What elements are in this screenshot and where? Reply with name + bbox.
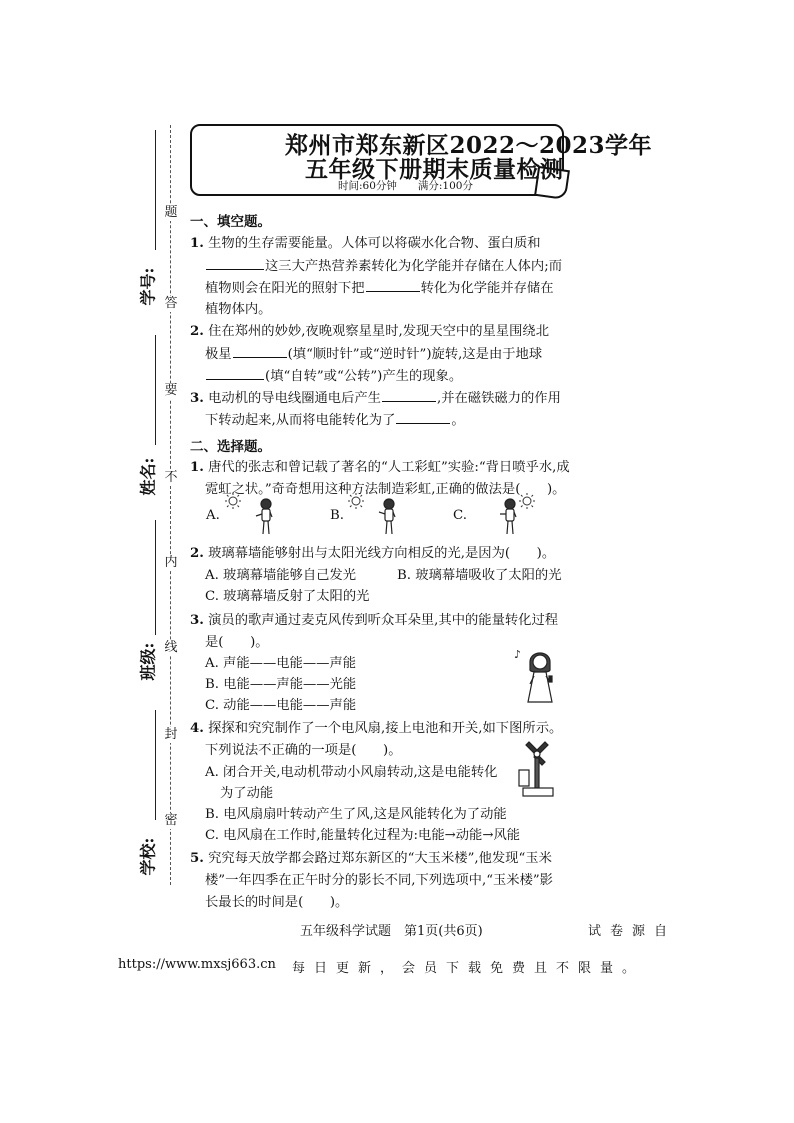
banji-label: 班级:: [138, 642, 158, 681]
svg-text:♪: ♪: [514, 648, 522, 661]
q2-4-option-c: C. 电风扇在工作时,能量转化过程为:电能→动能→风能: [205, 828, 521, 843]
q1-1-line4: 植物体内。: [205, 302, 272, 317]
q1-2-line2: 极星 (填“顺时针”或“逆时针”)旋转,这是由于地球: [205, 347, 543, 362]
seal-char: 不: [164, 470, 178, 485]
q2-1-option-c: C.: [453, 508, 467, 523]
source-url-link[interactable]: https://www.mxsj663.cn: [118, 957, 276, 972]
q2-3-option-c: C. 动能——电能——声能: [205, 698, 357, 713]
q2-1-line1: 1. 唐代的张志和曾记载了著名的“人工彩虹”实验:“背日喷乎水,成: [190, 460, 570, 475]
q2-3-option-b: B. 电能——声能——光能: [205, 677, 357, 692]
q2-2-option-b: B. 玻璃幕墙吸收了太阳的光: [397, 568, 562, 583]
seal-char: 内: [164, 555, 178, 570]
singer-illustration: [512, 640, 564, 706]
electric-fan-illustration: [515, 740, 560, 805]
xingming-label: 姓名:: [138, 457, 158, 496]
seal-char: 密: [164, 813, 178, 828]
sun-and-child-illustration-c: [470, 490, 540, 540]
answer-blank: [382, 389, 436, 402]
q2-3-option-a: A. 声能——电能——声能: [205, 656, 357, 671]
q2-4-line2: 下列说法不正确的一项是( )。: [205, 743, 402, 758]
q2-1-option-b: B.: [330, 508, 344, 523]
q1-1-line1: 1. 生物的生存需要能量。人体可以将碳水化合物、蛋白质和: [190, 236, 541, 251]
answer-blank: [206, 367, 264, 380]
seal-char: 线: [164, 640, 178, 655]
answer-blank: [366, 279, 420, 292]
seal-char: 答: [164, 296, 178, 311]
q2-3-line2: 是( )。: [205, 635, 269, 650]
xingming-line: [155, 335, 156, 445]
exam-info: 时间:60分钟 满分:100分: [338, 180, 473, 192]
q1-2-line3: (填“自转”或“公转”)产生的现象。: [205, 367, 462, 386]
q1-1-line2: 这三大产热营养素转化为化学能并存储在人体内;而: [205, 257, 562, 276]
q2-2-option-a: A. 玻璃幕墙能够自己发光: [205, 568, 357, 583]
section2-heading: 二、选择题。: [190, 439, 271, 455]
answer-blank: [396, 411, 450, 424]
q2-4-option-a1: A. 闭合开关,电动机带动小风扇转动,这是电能转化: [205, 765, 498, 780]
q2-5-line2: 楼”一年四季在正午时分的影长不同,下列选项中,“玉米楼”影: [205, 873, 553, 888]
answer-blank: [233, 345, 287, 358]
q2-4-option-b: B. 电风扇扇叶转动产生了风,这是风能转化为了动能: [205, 807, 507, 822]
page-title-line2: 五年级下册期末质量检测: [305, 156, 564, 183]
banji-line: [155, 520, 156, 635]
promo-text: 每日更新，会员下载免费且不限量。: [292, 961, 645, 976]
q2-3-line1: 3. 演员的歌声通过麦克风传到听众耳朵里,其中的能量转化过程: [190, 613, 559, 628]
seal-char: 要: [164, 383, 178, 398]
page-info: 五年级科学试题 第1页(共6页): [300, 924, 483, 939]
q2-4-option-a2: 为了动能: [220, 786, 274, 801]
xuexiao-line: [155, 710, 156, 820]
q2-1-line2: 霓虹之状。”奇奇想用这种方法制造彩虹,正确的做法是( )。: [205, 482, 566, 497]
q2-4-line1: 4. 探探和究究制作了一个电风扇,接上电池和开关,如下图所示。: [190, 721, 563, 736]
q1-1-line3: 植物则会在阳光的照射下把 转化为化学能并存储在: [205, 281, 554, 296]
sun-and-child-illustration-b: [345, 490, 405, 540]
section1-heading: 一、填空题。: [190, 214, 271, 230]
xuehao-line: [155, 130, 156, 250]
q1-3-line2: 下转动起来,从而将电能转化为了 。: [205, 413, 465, 428]
q2-1-option-a: A.: [206, 508, 220, 523]
q2-2-line1: 2. 玻璃幕墙能够射出与太阳光线方向相反的光,是因为( )。: [190, 546, 556, 561]
q2-2-option-c: C. 玻璃幕墙反射了太阳的光: [205, 589, 370, 604]
seal-char: 封: [164, 727, 178, 742]
seal-char: 题: [164, 205, 178, 220]
q1-3-line1: 3. 电动机的导电线圈通电后产生 ,并在磁铁磁力的作用: [190, 391, 561, 406]
q2-5-line3: 长最长的时间是( )。: [205, 895, 349, 910]
seal-dashed-line: [170, 125, 171, 885]
answer-blank: [206, 257, 264, 270]
source-note: 试卷源自: [588, 924, 677, 939]
xuehao-label: 学号:: [138, 267, 158, 306]
xuexiao-label: 学校:: [138, 837, 158, 876]
page-title-line1: 郑州市郑东新区2022～2023学年: [285, 132, 653, 159]
sun-and-child-illustration-a: [222, 490, 282, 540]
q1-2-line1: 2. 住在郑州的妙妙,夜晚观察星星时,发现天空中的星星围绕北: [190, 324, 549, 339]
q2-5-line1: 5. 究究每天放学都会路过郑东新区的“大玉米楼”,他发现“玉米: [190, 851, 552, 866]
